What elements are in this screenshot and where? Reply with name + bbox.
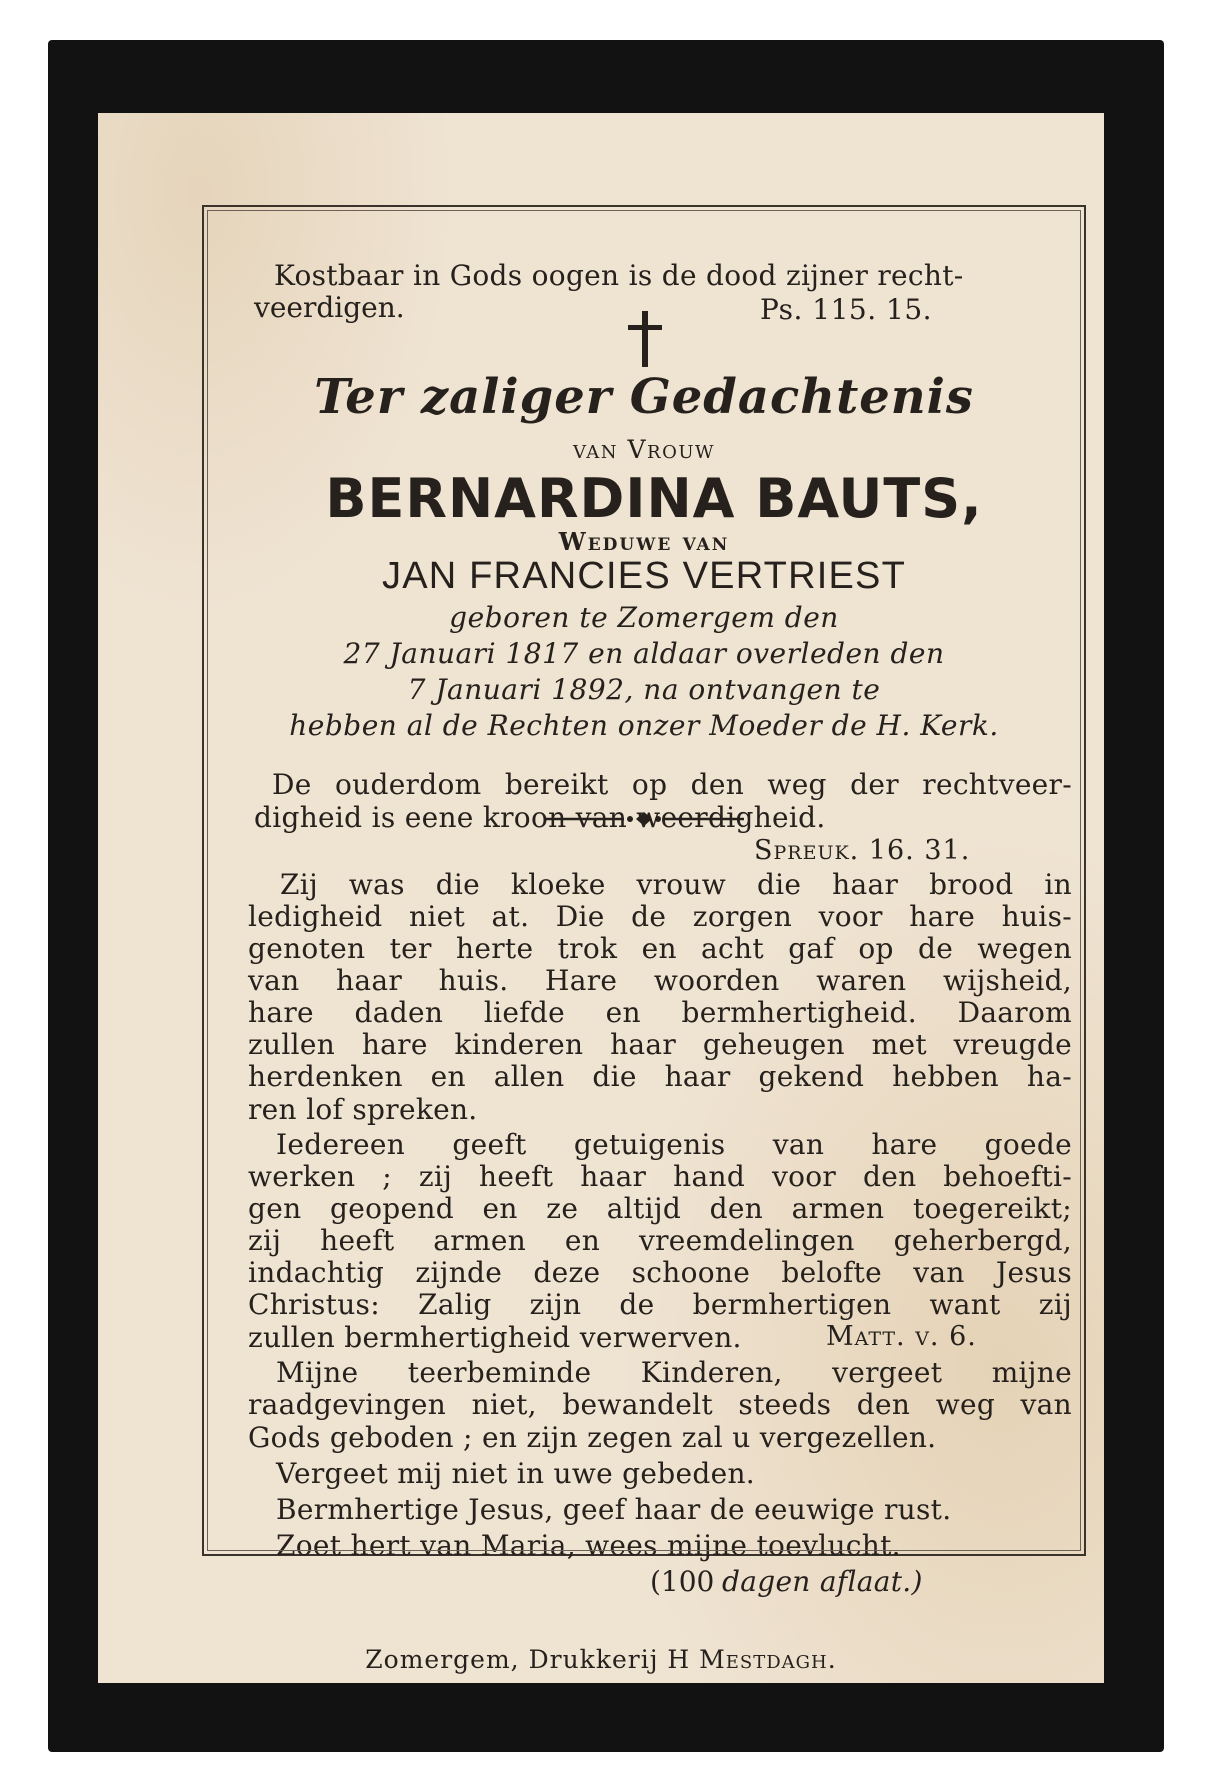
body-p1-line: hare daden liefde en bermhertigheid. Daarom xyxy=(248,996,1072,1029)
prayer-line-1: Vergeet mij niet in uwe gebeden. xyxy=(276,1457,755,1490)
body-p1-line: van haar huis. Hare woorden waren wijsheid, xyxy=(248,964,1072,997)
indulgence-text: dagen aflaat.) xyxy=(722,1565,923,1598)
indulgence-number: (100 xyxy=(650,1565,715,1598)
verse-line-2: veerdigen. xyxy=(254,291,405,324)
body-p1-line: Zij was die kloeke vrouw die haar brood in xyxy=(280,868,1072,901)
body-p2-line: zij heeft armen en vreemdelingen geherbergd, xyxy=(248,1224,1072,1257)
ornament-divider-icon xyxy=(544,809,744,829)
van-vrouw-label: van Vrouw xyxy=(572,435,715,464)
body-p3-line: Mijne teerbeminde Kinderen, vergeet mijne xyxy=(276,1356,1072,1389)
quote-line-2: digheid is eene kroon van weerdigheid. xyxy=(254,801,826,834)
body-p2-line: werken ; zij heeft haar hand voor den behoefti- xyxy=(248,1160,1072,1193)
body-p3-line: raadgevingen niet, bewandelt steeds den weg van xyxy=(248,1388,1072,1421)
printer-name: Mestdagh. xyxy=(699,1645,837,1674)
quote-reference: Spreuk. 16. 31. xyxy=(754,835,971,866)
prayer-line-3: Zoet hert van Maria, wees mijne toevlucht. xyxy=(276,1529,901,1562)
verse-reference: Ps. 115. 15. xyxy=(760,293,933,326)
card-paper xyxy=(98,113,1104,1683)
body-p2-line: gen geopend en ze altijd den armen toegereikt; xyxy=(248,1192,1072,1225)
body-p1-line: genoten ter herte trok en acht gaf op de wegen xyxy=(248,932,1072,965)
quote-line-1: De ouderdom bereikt op den weg der rechtveer- xyxy=(272,768,1072,801)
body-p3-last-line: Gods geboden ; en zijn zegen zal u vergezellen. xyxy=(248,1421,937,1454)
memorial-card xyxy=(48,40,1164,1752)
text-frame xyxy=(202,205,1086,1598)
body-p1-line: zullen hare kinderen haar geheugen met vreugde xyxy=(248,1028,1072,1061)
body-p2-line: Iedereen geeft getuigenis van hare goede xyxy=(276,1128,1072,1161)
memorial-title: Ter zaliger Gedachtenis xyxy=(314,369,974,425)
weduwe-label: Weduwe van xyxy=(558,527,730,556)
prayer-line-2: Bermhertige Jesus, geef haar de eeuwige rust. xyxy=(276,1493,952,1526)
bio-line-3: 7 Januari 1892, na ontvangen te xyxy=(407,673,881,706)
cross-icon xyxy=(620,307,670,371)
printer-imprint xyxy=(98,1645,1104,1674)
body-p1-line: ledigheid niet at. Die de zorgen voor hare huis- xyxy=(248,900,1072,933)
body-p2-line: Christus: Zalig zijn de bermhertigen want zij xyxy=(248,1288,1072,1321)
verse-line-1: Kostbaar in Gods oogen is de dood zijner recht- xyxy=(274,259,964,292)
husband-name: JAN FRANCIES VERTRIEST xyxy=(382,555,906,597)
deceased-name: BERNARDINA BAUTS, xyxy=(325,467,983,530)
printer-prefix: Zomergem, Drukkerij H xyxy=(365,1645,691,1674)
body-p1-last-line: ren lof spreken. xyxy=(248,1093,478,1126)
body-p2-line: indachtig zijnde deze schoone belofte van Jesus xyxy=(248,1256,1072,1289)
bio-line-1: geboren te Zomergem den xyxy=(449,601,839,634)
bio-line-4: hebben al de Rechten onzer Moeder de H. Kerk. xyxy=(289,709,999,742)
body-p1-line: herdenken en allen die haar gekend hebben ha- xyxy=(248,1060,1072,1093)
bio-line-2: 27 Januari 1817 en aldaar overleden den xyxy=(343,637,945,670)
body-p2-last-line: zullen bermhertigheid verwerven. xyxy=(248,1321,742,1354)
matthew-reference: Matt. v. 6. xyxy=(826,1321,977,1352)
